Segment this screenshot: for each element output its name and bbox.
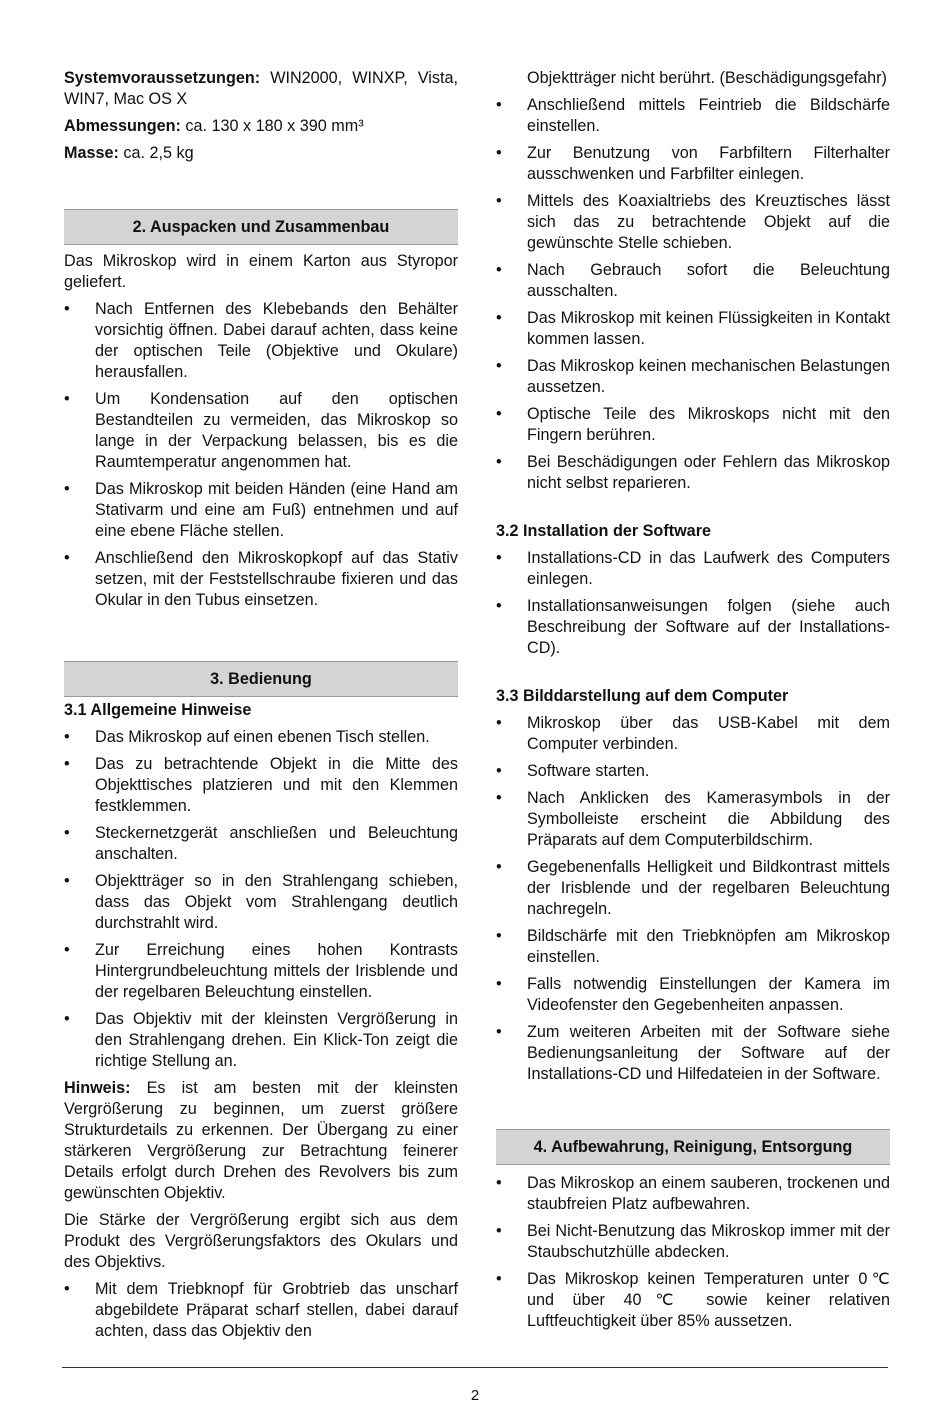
list-item: • Das Mikroskop mit keinen Flüssigkeiten in Kontakt kommen lassen. xyxy=(496,308,890,350)
list-item: • Bildschärfe mit den Triebknöpfen am Mikroskop einstellen. xyxy=(496,926,890,968)
hint-paragraph: Hinweis: Es ist am besten mit der kleinsten Vergrößerung zu beginnen, um zuerst größere Strukturdetails zu erkennen. Der Übergang zu einer stärkeren Vergrößerung zur Betrachtung feinerer Details erfolgt durch Drehen des Revolvers bis zum gewünschten Objektiv. xyxy=(64,1079,458,1202)
spec-mass: Masse: ca. 2,5 kg xyxy=(64,144,194,162)
list-item: • Installations-CD in das Laufwerk des Computers einlegen. xyxy=(496,548,890,590)
section-3-3-heading: 3.3 Bilddarstellung auf dem Computer xyxy=(496,687,789,705)
list-item: • Zum weiteren Arbeiten mit der Software siehe Bedienungsanleitung der Software auf der Installations-CD und Hilfedateien in der Software. xyxy=(496,1022,890,1085)
right-column xyxy=(496,68,890,1338)
continued-text: Objektträger nicht berührt. (Beschädigungsgefahr) xyxy=(527,69,887,87)
list-item: • Zur Erreichung eines hohen Kontrasts Hintergrundbeleuchtung mittels der Irisblende und der regelbaren Beleuchtung einstellen. xyxy=(64,940,458,1003)
list-item: • Zur Benutzung von Farbfiltern Filterhalter ausschwenken und Farbfilter einlegen. xyxy=(496,143,890,185)
section-3-2-list xyxy=(496,548,890,659)
section-3-3-list xyxy=(496,713,890,1085)
list-item: • Das Mikroskop keinen mechanischen Belastungen aussetzen. xyxy=(496,356,890,398)
list-item: • Steckernetzgerät anschließen und Beleuchtung anschalten. xyxy=(64,823,458,865)
focus-list xyxy=(64,1279,458,1342)
list-item: • Nach Gebrauch sofort die Beleuchtung ausschalten. xyxy=(496,260,890,302)
section-4-list xyxy=(496,1173,890,1332)
list-item: • Optische Teile des Mikroskops nicht mit den Fingern berühren. xyxy=(496,404,890,446)
list-item: • Falls notwendig Einstellungen der Kamera im Videofenster den Gegebenheiten anpassen. xyxy=(496,974,890,1016)
list-item: • Das zu betrachtende Objekt in die Mitte des Objekttisches platzieren und mit den Klemmen festklemmen. xyxy=(64,754,458,817)
list-item: • Nach Anklicken des Kamerasymbols in der Symbolleiste erscheint die Abbildung des Präparats auf dem Computerbildschirm. xyxy=(496,788,890,851)
list-item: • Mit dem Triebknopf für Grobtrieb das unscharf abgebildete Präparat scharf stellen, dabei darauf achten, dass das Objektiv den xyxy=(64,1279,458,1342)
page-number: 2 xyxy=(470,1387,480,1404)
list-item: • Bei Nicht-Benutzung das Mikroskop immer mit der Staubschutzhülle abdecken. xyxy=(496,1221,890,1263)
section-3-1-list-continued xyxy=(496,95,890,494)
section-4-heading: 4. Aufbewahrung, Reinigung, Entsorgung xyxy=(496,1129,890,1165)
list-item: • Das Mikroskop keinen Temperaturen unter 0℃ und über 40℃ sowie keiner relativen Luftfeuchtigkeit über 85% aussetzen. xyxy=(496,1269,890,1332)
list-item: • Um Kondensation auf den optischen Bestandteilen zu vermeiden, das Mikroskop so lange in der Verpackung belassen, bis es die Raumtemperatur angenommen hat. xyxy=(64,389,458,473)
section-3-heading: 3. Bedienung xyxy=(64,661,458,697)
left-column xyxy=(64,68,458,1348)
section-2-list xyxy=(64,299,458,611)
section-3-1-list xyxy=(64,727,458,1072)
magnification-paragraph: Die Stärke der Vergrößerung ergibt sich aus dem Produkt des Vergrößerungsfaktors des Okulars und des Objektivs. xyxy=(64,1211,458,1271)
list-item: • Das Mikroskop auf einen ebenen Tisch stellen. xyxy=(64,727,458,748)
list-item: • Installationsanweisungen folgen (siehe auch Beschreibung der Software auf der Installations-CD). xyxy=(496,596,890,659)
list-item: • Das Mikroskop an einem sauberen, trockenen und staubfreien Platz aufbewahren. xyxy=(496,1173,890,1215)
list-item: • Mittels des Koaxialtriebs des Kreuztisches lässt sich das zu betrachtende Objekt auf die gewünschte Stelle schieben. xyxy=(496,191,890,254)
list-item: • Mikroskop über das USB-Kabel mit dem Computer verbinden. xyxy=(496,713,890,755)
list-item: • Das Objektiv mit der kleinsten Vergrößerung in den Strahlengang drehen. Ein Klick-Ton zeigt die richtige Stellung an. xyxy=(64,1009,458,1072)
section-2-intro: Das Mikroskop wird in einem Karton aus Styropor geliefert. xyxy=(64,252,458,291)
section-2-heading: 2. Auspacken und Zusammenbau xyxy=(64,209,458,245)
list-item: • Das Mikroskop mit beiden Händen (eine Hand am Stativarm und eine am Fuß) entnehmen und auf eine ebene Fläche stellen. xyxy=(64,479,458,542)
list-item: • Software starten. xyxy=(496,761,890,782)
list-item: • Bei Beschädigungen oder Fehlern das Mikroskop nicht selbst reparieren. xyxy=(496,452,890,494)
list-item: • Objektträger so in den Strahlengang schieben, dass das Objekt vom Strahlengang deutlich durchstrahlt wird. xyxy=(64,871,458,934)
section-3-1-heading: 3.1 Allgemeine Hinweise xyxy=(64,701,252,719)
list-item: • Gegebenenfalls Helligkeit und Bildkontrast mittels der Irisblende und der regelbaren Beleuchtung nachregeln. xyxy=(496,857,890,920)
spec-system: Systemvoraussetzungen: WIN2000, WINXP, Vista, WIN7, Mac OS X xyxy=(64,69,458,108)
section-3-2-heading: 3.2 Installation der Software xyxy=(496,522,711,540)
footer-divider xyxy=(62,1367,888,1368)
list-item: • Nach Entfernen des Klebebands den Behälter vorsichtig öffnen. Dabei darauf achten, dass keine der optischen Teile (Objektive und Okulare) herausfallen. xyxy=(64,299,458,383)
list-item: • Anschließend mittels Feintrieb die Bildschärfe einstellen. xyxy=(496,95,890,137)
list-item: • Anschließend den Mikroskopkopf auf das Stativ setzen, mit der Feststellschraube fixieren und das Okular in den Tubus einsetzen. xyxy=(64,548,458,611)
spec-dimensions: Abmessungen: ca. 130 x 180 x 390 mm³ xyxy=(64,117,364,135)
